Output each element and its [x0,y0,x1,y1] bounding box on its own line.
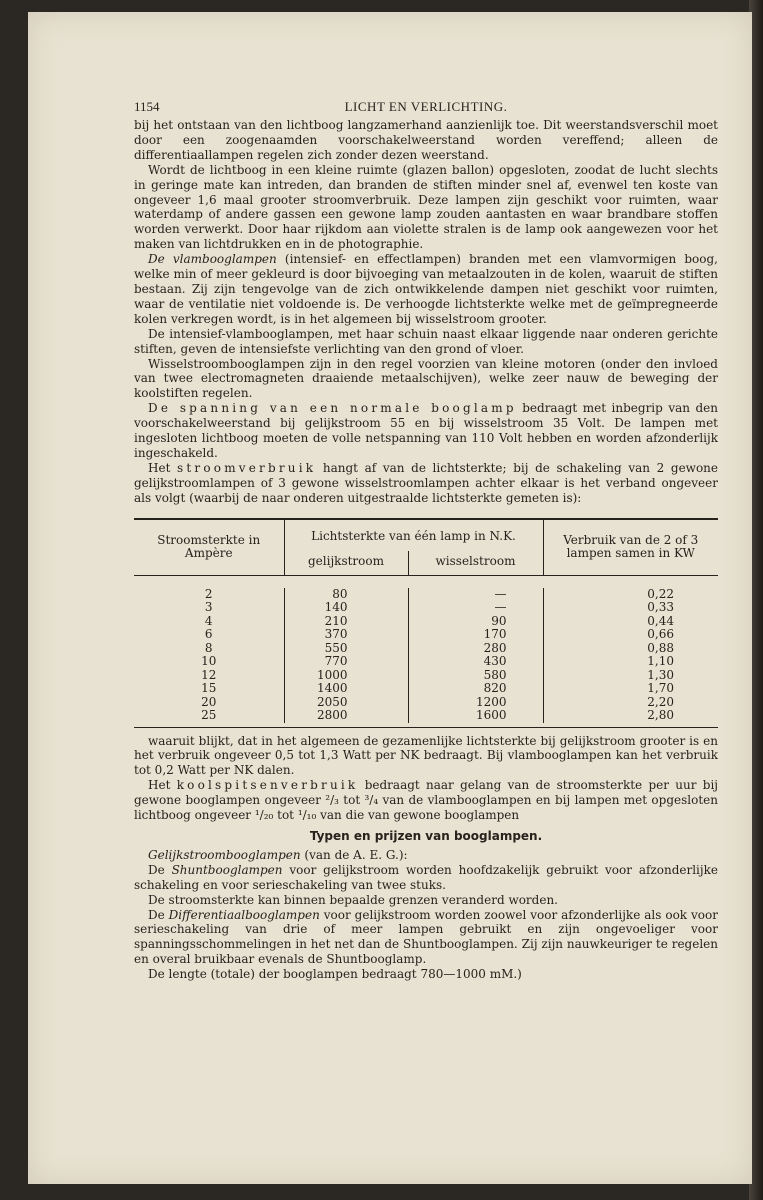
cell-verbruik: 2,20 [543,696,718,710]
cell-gelijkstroom: 1000 [284,669,408,683]
book-page [28,12,752,1184]
table-row [134,615,718,629]
paragraph-9-lead: Het [148,778,177,793]
table-body [134,588,718,723]
paragraph-8: waaruit blijkt, dat in het algemeen de gezamenlijke lichtsterkte bij gelijkstroom grooter is en het verbruik ongeveer 0,5 tot 1,3 Watt per NK bedraagt. Bij vlambooglampen kan het verbruik tot 0,2 Watt per NK dalen. [134,733,718,778]
paragraph-3-text: (intensief- en effectlampen) branden met een vlamvormigen boog, welke min of meer gekleurd is door bijvoeging van metaalzouten in de kolen, waaruit de stiften bestaan. Zij zijn tengevolge van de zich ontwikkelende dampen niet geschikt voor ruimten, waar de ventilatie niet voldoende is. De verhoogde lichtsterkte welke met de geïmpregneerde kolen verkregen wordt, is in het algemeen bij wisselstroom grooter. [134,252,718,326]
cell-wisselstroom: 820 [408,682,543,696]
cell-wisselstroom: 280 [408,642,543,656]
running-title: LICHT EN VERLICHTING. [344,99,508,114]
cell-stroomsterkte: 6 [204,627,213,642]
cell-stroomsterkte: 8 [204,640,213,655]
cell-gelijkstroom: 2050 [284,696,408,710]
table-row [134,601,718,615]
cell-stroomsterkte: 15 [201,681,217,696]
spaced-term-koolspitsenverbruik: koolspitsenverbruik [176,778,359,793]
table-row [134,628,718,642]
subheading-gelijkstroom [134,848,718,863]
cell-wisselstroom: 580 [408,669,543,683]
paragraph-3 [134,252,718,327]
cell-stroomsterkte: 10 [201,654,217,669]
page-header [134,94,718,118]
table-row [134,642,718,656]
header-stroomsterkte: Stroomsterkte in Ampère [134,519,284,576]
cell-wisselstroom: 1200 [408,696,543,710]
cell-gelijkstroom: 140 [284,601,408,615]
s1-text: voor gelijkstroom worden hoofdzakelijk gebruikt voor afzonderlijke schakeling en voor serieschakeling van twee stuks. [134,862,718,892]
table-row [134,588,718,602]
cell-gelijkstroom: 80 [284,588,408,602]
paragraph-1: bij het ontstaan van den lichtboog langzamerhand aanzienlijk toe. Dit weerstandsverschil moet door een zoogenaamden voorschakelweerstand worden vereffend; alleen de differentiaallampen regelen zich zonder dezen weerstand. [134,118,718,162]
cell-wisselstroom: — [408,601,543,615]
cell-gelijkstroom: 210 [284,615,408,629]
paragraph-9-text: bedraagt naar gelang van de stroomsterkte per uur bij gewone booglampen ongeveer ²/₃ tot ³/₄ van de vlambooglampen en bij lampen met opgesloten lichtboog ongeveer ¹/₂₀ tot ¹/₁₀ van die van gewone booglampen [134,778,718,823]
spaced-term-spanning: De spanning van een normale booglamp [148,401,517,416]
cell-gelijkstroom: 550 [284,642,408,656]
paragraph-4: De intensief-vlambooglampen, met haar schuin naast elkaar liggende naar onderen gerichte stiften, geven de intensiefste verlichting van den grond of vloer. [134,326,718,356]
paragraph-7-text: hangt af van de lichtsterkte; bij de schakeling van 2 gewone gelijkstroomlampen of 3 gewone wisselstroomlampen achter elkaar is het verband ongeveer als volgt (waarbij de naar onderen uitgestraalde lichtsterkte gemeten is): [134,460,718,505]
cell-wisselstroom: 430 [408,655,543,669]
paragraph-6 [134,401,718,461]
cell-gelijkstroom: 2800 [284,709,408,723]
cell-verbruik: 2,80 [543,709,718,723]
header-lichtsterkte: Lichtsterkte van één lamp in N.K. [284,519,543,552]
section-paragraph-3 [134,908,718,968]
cell-stroomsterkte: 2 [204,586,213,601]
term-shuntbooglampen: Shuntbooglampen [171,862,283,877]
term-vlambooglampen: De vlambooglampen [148,252,277,267]
cell-verbruik: 0,66 [543,628,718,642]
section-heading: Typen en prijzen van booglampen. [309,829,543,843]
paragraph-9 [134,778,718,823]
table-row [134,696,718,710]
cell-verbruik: 0,44 [543,615,718,629]
cell-wisselstroom: 90 [408,615,543,629]
cell-stroomsterkte: 4 [204,613,213,628]
lamp-data-table [134,518,718,723]
paragraph-6-text: bedraagt met inbegrip van den voorschakelweerstand bij gelijkstroom 55 en bij wisselstroom 35 Volt. De lampen met ingesloten lichtboog moeten de volle netspanning van 110 Volt hebben en worden afzonderlijk ingeschakeld. [134,401,718,460]
paragraph-5: Wisselstroombooglampen zijn in den regel voorzien van kleine motoren (onder den invloed van twee electromagneten draaiende metaalschijven), welke zeer nauw de beweging der koolstiften regelen. [134,356,718,401]
cell-verbruik: 1,30 [543,669,718,683]
cell-gelijkstroom: 1400 [284,682,408,696]
paragraph-7-lead: Het [148,460,178,475]
term-gelijkstroombooglampen: Gelijkstroombooglampen [148,847,301,862]
header-gelijkstroom: gelijkstroom [284,551,408,575]
cell-stroomsterkte: 25 [201,708,217,723]
cell-verbruik: 0,22 [543,588,718,602]
cell-verbruik: 0,88 [543,642,718,656]
cell-verbruik: 1,10 [543,655,718,669]
section-paragraph-1 [134,863,718,893]
header-wisselstroom: wisselstroom [408,551,543,575]
section-paragraph-2: De stroomsterkte kan binnen bepaalde grenzen veranderd worden. [148,892,558,907]
cell-verbruik: 1,70 [543,682,718,696]
term-differentiaalbooglampen: Differentiaalbooglampen [168,907,320,922]
cell-stroomsterkte: 20 [201,694,217,709]
cell-wisselstroom: — [408,588,543,602]
cell-verbruik: 0,33 [543,601,718,615]
s3-text: voor gelijkstroom worden zoowel voor afzonderlijke als ook voor serieschakeling van drie of meer lampen gebruikt en zijn ongevoeliger voor spanningsschommelingen in het net dan de Shuntbooglampen. Zij zijn nauwkeuriger te regelen en overal bruikbaar evenals de Shuntbooglamp. [134,907,718,967]
cell-gelijkstroom: 370 [284,628,408,642]
page-number: 1154 [134,99,160,114]
paragraph-7 [134,461,718,506]
cell-stroomsterkte: 3 [204,600,213,615]
paragraph-2: Wordt de lichtboog in een kleine ruimte (glazen ballon) opgesloten, zoodat de lucht slechts in geringe mate kan intreden, dan branden de stiften minder snel af, evenwel ten koste van ongeveer 1,6 maal grooter stroomverbruik. Deze lampen zijn geschikt voor ruimten, waar waterdamp of andere gassen een gewone lamp zouden aantasten en waar brandbare stoffen worden verwerkt. Door haar rijkdom aan violette stralen is de lamp ook aangewezen voor het maken van lichtdrukken en in de photographie. [134,162,718,252]
page-content [134,94,718,982]
subheading-rest: (van de A. E. G.): [300,847,408,862]
table-row [134,655,718,669]
cell-stroomsterkte: 12 [201,667,217,682]
table-row [134,709,718,723]
spaced-term-stroomverbruik: stroomverbruik [177,460,317,475]
cell-gelijkstroom: 770 [284,655,408,669]
header-verbruik: Verbruik van de 2 of 3 lampen samen in KW [543,519,718,576]
section-paragraph-4: De lengte (totale) der booglampen bedraagt 780—1000 mM.) [148,967,522,982]
s3-lead: De [148,907,169,922]
cell-wisselstroom: 170 [408,628,543,642]
table-row [134,682,718,696]
table-row [134,669,718,683]
table-bottom-rule [134,727,718,728]
s1-lead: De [148,862,172,877]
cell-wisselstroom: 1600 [408,709,543,723]
